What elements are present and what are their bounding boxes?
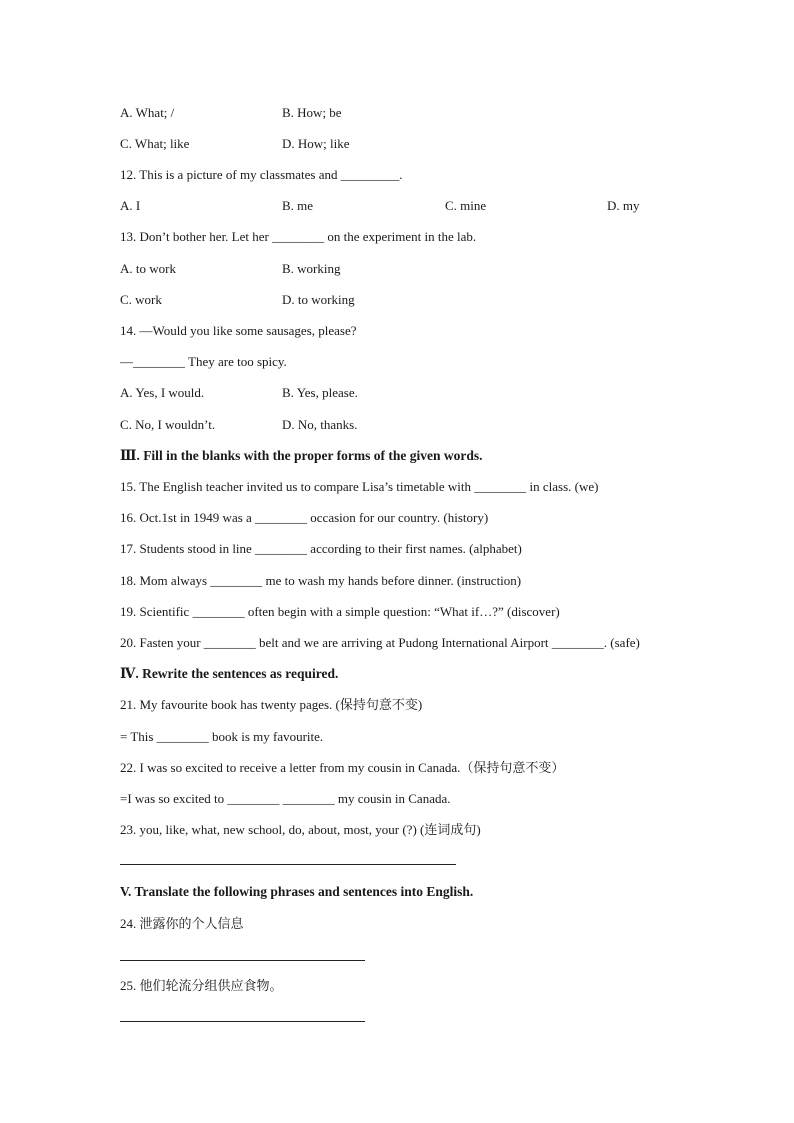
q21-original: 21. My favourite book has twenty pages. (保持句意不变) — [120, 697, 423, 712]
q20-item: 20. Fasten your ________ belt and we are arriving at Pudong International Airport ________. (safe) — [120, 635, 640, 650]
q14-option-b: B. Yes, please. — [282, 385, 358, 400]
q12-option-c: C. mine — [445, 198, 487, 213]
section-5-heading: V. Translate the following phrases and sentences into English. — [120, 884, 474, 899]
q16-item: 16. Oct.1st in 1949 was a ________ occasion for our country. (history) — [120, 510, 489, 525]
q11-option-b: B. How; be — [282, 105, 342, 120]
q14-stem-response: —________ They are too spicy. — [120, 354, 287, 369]
q11-option-c: C. What; like — [120, 136, 190, 151]
q12-option-d: D. my — [607, 198, 640, 213]
q13-option-a: A. to work — [120, 261, 176, 276]
q14-option-c: C. No, I wouldn’t. — [120, 417, 216, 432]
q25-answer-line[interactable] — [120, 1021, 365, 1022]
q12-stem: 12. This is a picture of my classmates and _________. — [120, 167, 403, 182]
section-3-heading: Ⅲ. Fill in the blanks with the proper forms of the given words. — [120, 448, 483, 463]
q11-option-a: A. What; / — [120, 105, 175, 120]
q12-option-b: B. me — [282, 198, 314, 213]
q24-answer-line[interactable] — [120, 960, 365, 961]
q22-rewrite: =I was so excited to ________ ________ my cousin in Canada. — [120, 791, 451, 806]
q14-option-a: A. Yes, I would. — [120, 385, 205, 400]
q17-item: 17. Students stood in line ________ according to their first names. (alphabet) — [120, 541, 522, 556]
q18-item: 18. Mom always ________ me to wash my hands before dinner. (instruction) — [120, 573, 522, 588]
q14-stem-question: 14. —Would you like some sausages, please? — [120, 323, 357, 338]
q13-option-d: D. to working — [282, 292, 355, 307]
q11-option-d: D. How; like — [282, 136, 350, 151]
q14-option-d: D. No, thanks. — [282, 417, 358, 432]
q21-rewrite: = This ________ book is my favourite. — [120, 729, 324, 744]
q19-item: 19. Scientific ________ often begin with a simple question: “What if…?” (discover) — [120, 604, 560, 619]
q13-option-b: B. working — [282, 261, 341, 276]
q13-option-c: C. work — [120, 292, 162, 307]
section-4-heading: Ⅳ. Rewrite the sentences as required. — [120, 666, 339, 681]
q13-stem: 13. Don’t bother her. Let her ________ on the experiment in the lab. — [120, 229, 477, 244]
q15-item: 15. The English teacher invited us to compare Lisa’s timetable with ________ in class. (we) — [120, 479, 599, 494]
q22-original: 22. I was so excited to receive a letter from my cousin in Canada.（保持句意不变） — [120, 760, 565, 775]
q25-prompt: 25. 他们轮流分组供应食物。 — [120, 978, 283, 993]
q23-answer-line[interactable] — [120, 864, 456, 865]
q12-option-a: A. I — [120, 198, 141, 213]
q24-prompt: 24. 泄露你的个人信息 — [120, 916, 244, 931]
q23-words: 23. you, like, what, new school, do, about, most, your (?) (连词成句) — [120, 822, 481, 837]
